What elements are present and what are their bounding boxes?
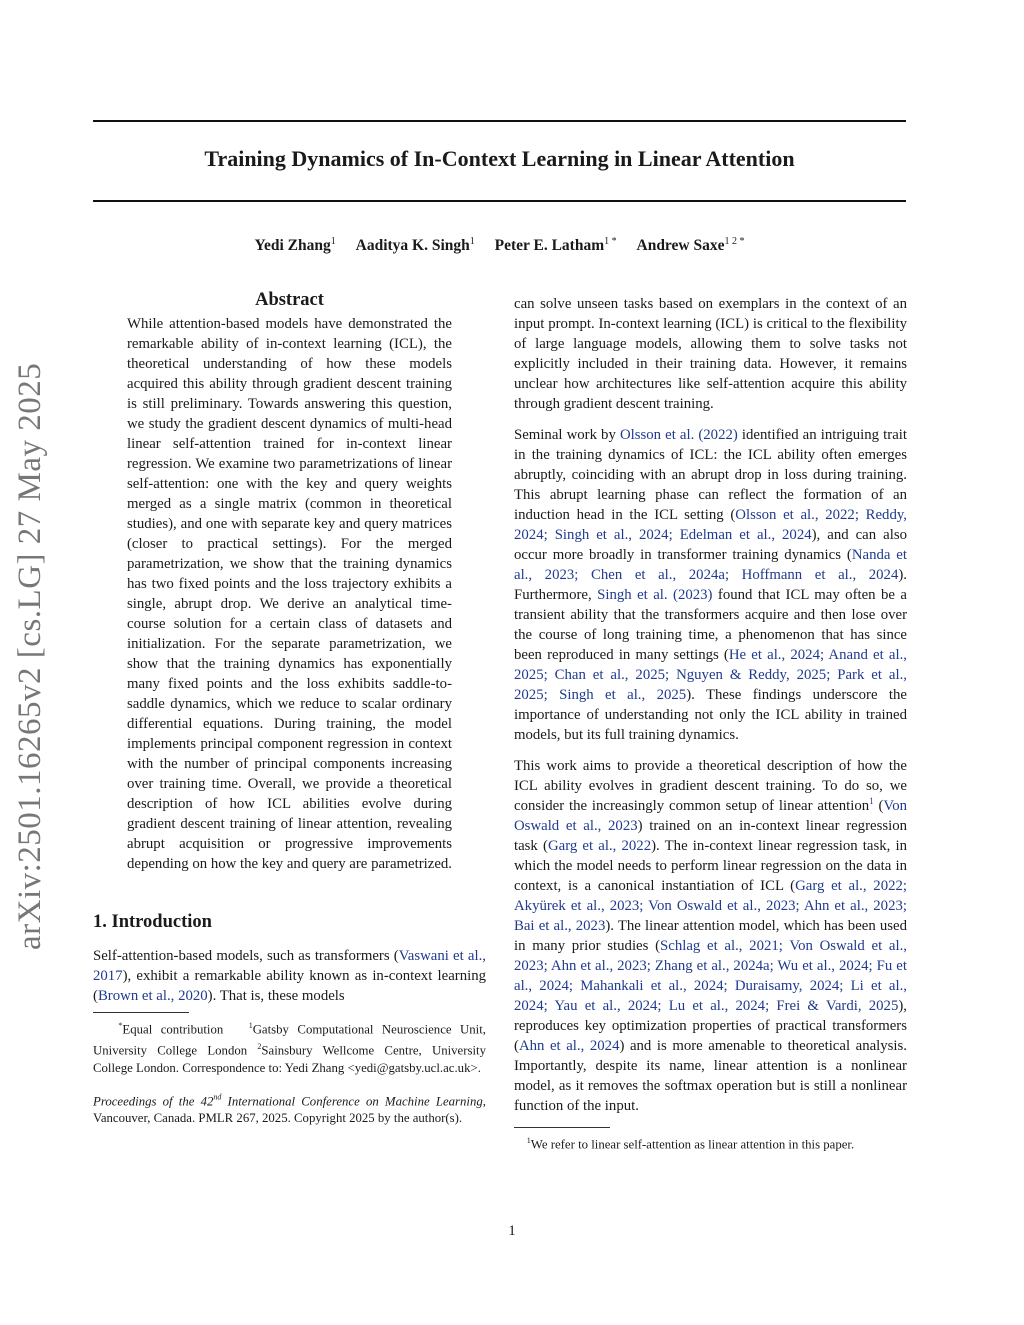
citation-link[interactable]: He et al., 2024; Anand et al., 2025; Chan et al., 2025; Nguyen & Reddy, 2025; Park et al., 2025; Singh et al., 2025 bbox=[514, 647, 907, 703]
citation-link[interactable]: Garg et al., 2022; Akyürek et al., 2023; Von Oswald et al., 2023; Ahn et al., 2023; Bai et al., 2023 bbox=[514, 878, 907, 934]
intro-paragraph-1-continued: can solve unseen tasks based on exemplars in the context of an input prompt. In-context learning (ICL) is critical to the flexibility of large language models, allowing them to solve tasks not explicitly included in their training data. However, it remains unclear how architectures like self-attention acquire this ability through gradient descent training. bbox=[514, 296, 907, 412]
author-list bbox=[93, 236, 906, 255]
citation-link[interactable]: Vaswani et al., 2017 bbox=[93, 948, 486, 984]
title-rule-bottom bbox=[93, 200, 906, 202]
author: Peter E. Latham$^{1 *}$ bbox=[494, 236, 617, 255]
intro-paragraph-3: This work aims to provide a theoretical description of how the ICL ability evolves in gradient descent training. To do so, we consider the increasingly common setup of linear attention$^1$ (Von Oswald et al., 2023) trained on an in-context linear regression task (Garg et al., 2022). The in-context linear regression task, in which the model needs to perform linear regression on the data in context, is a canonical instantiation of ICL (Garg et al., 2022; Akyürek et al., 2023; Von Oswald et al., 2023; Ahn et al., 2023; Bai et al., 2023). The linear attention model, which has been used in many prior studies (Schlag et al., 2021; Von Oswald et al., 2023; Ahn et al., 2023; Zhang et al., 2024a; Wu et al., 2024; Fu et al., 2024; Mahankali et al., 2024; Duraisamy, 2024; Li et al., 2024; Yau et al., 2024; Lu et al., 2024; Frei & Vardi, 2025), reproduces key optimization properties of practical transformers (Ahn et al., 2024) and is more amenable to theoretical analysis. Importantly, despite its name, linear attention is a nonlinear model, as it removes the softmax operation but is still a nonlinear function of the input. bbox=[514, 758, 908, 1114]
abstract-text: While attention-based models have demonstrated the remarkable ability of in-context learning (ICL), the theoretical understanding of how these models acquired this ability through gradient descent training is still preliminary. Towards answering this question, we study the gradient descent dynamics of multi-head linear self-attention trained for in-context linear regression. We examine two parametrizations of linear self-attention: one with the key and query weights merged as a single matrix (common in theoretical studies), and one with separate key and query matrices (closer to practical settings). For the merged parametrization, we show that the training dynamics has two fixed points and the loss trajectory exhibits a single, abrupt drop. We derive an analytical time-course solution for a certain class of datasets and initialization. For the separate parametrization, we show that the training dynamics has exponentially many fixed points and the loss exhibits saddle-to-saddle dynamics, which we reduce to scalar ordinary differential equations. During training, the model implements principal component regression in context with the number of principal components increasing over training time. Overall, we provide a theoretical description of how ICL abilities evolve during gradient descent training of linear attention, revealing abrupt acquisition or progressive improvements depending on how the key and query are parametrized. bbox=[127, 316, 452, 872]
title-rule-top bbox=[93, 120, 906, 122]
footnote-marker[interactable]: 1 bbox=[869, 796, 874, 807]
citation-link[interactable]: Brown et al., 2020 bbox=[97, 988, 208, 1004]
author: Aaditya K. Singh$^1$ bbox=[355, 236, 475, 255]
citation-link[interactable]: Garg et al., 2022 bbox=[547, 838, 652, 854]
author: Andrew Saxe$^{1 2 *}$ bbox=[636, 236, 745, 255]
proceedings-note: Proceedings of the 42nd International Conference on Machine Learning, Vancouver, Canada. PMLR 267, 2025. Copyright 2025 by the author(s). bbox=[93, 1092, 486, 1125]
author: Yedi Zhang$^1$ bbox=[254, 236, 336, 255]
section-heading-introduction: 1. Introduction bbox=[93, 912, 212, 932]
right-column bbox=[514, 294, 907, 1153]
affiliation-footnote: *Equal contribution $^1$Gatsby Computational Neuroscience Unit, University College London $^2$Sainsbury Wellcome Centre, University College London. Correspondence to: Yedi Zhang <yedi@gatsby.ucl.ac.uk>. bbox=[93, 1021, 486, 1075]
citation-link[interactable]: Nanda et al., 2023; Chen et al., 2024a; Hoffmann et al., 2024 bbox=[514, 547, 907, 583]
footnote-rule bbox=[93, 1012, 189, 1013]
page-number: 1 bbox=[508, 1223, 516, 1239]
citation-link[interactable]: Von Oswald et al., 2023 bbox=[514, 798, 907, 834]
citation-link[interactable]: Ahn et al., 2024 bbox=[518, 1038, 620, 1054]
citation-link[interactable]: Singh et al. (2023) bbox=[597, 587, 713, 603]
citation-link[interactable]: Olsson et al. (2022) bbox=[619, 427, 738, 443]
footnote-rule bbox=[514, 1127, 610, 1128]
paper-title: Training Dynamics of In-Context Learning in Linear Attention bbox=[204, 146, 795, 171]
citation-link[interactable]: Schlag et al., 2021; Von Oswald et al., 2023; Ahn et al., 2023; Zhang et al., 2024a; Wu et al., 2024; Fu et al., 2024; Mahankali et al., 2024; Duraisamy, 2024; Li et al., 2024; Yau et al., 2024; Lu et al., 2024; Frei & Vardi, 2025 bbox=[514, 938, 907, 1014]
abstract-heading: Abstract bbox=[255, 290, 324, 310]
intro-paragraph-1: Self-attention-based models, such as transformers (Vaswani et al., 2017), exhibit a remarkable ability known as in-context learning (Brown et al., 2020). That is, these models bbox=[93, 948, 486, 1004]
intro-paragraph-2: Seminal work by Olsson et al. (2022) identified an intriguing trait in the training dynamics of ICL: the ICL ability often emerges abruptly, coinciding with an abrupt drop in loss during training. This abrupt learning phase can reflect the formation of an induction head in the ICL setting (Olsson et al., 2022; Reddy, 2024; Singh et al., 2024; Edelman et al., 2024), and can also occur more broadly in transformer training dynamics (Nanda et al., 2023; Chen et al., 2024a; Hoffmann et al., 2024). Furthermore, Singh et al. (2023) found that ICL may often be a transient ability that the transformers acquire and then lose over the course of long training time, a phenomenon that has since been reproduced in many settings (He et al., 2024; Anand et al., 2025; Chan et al., 2025; Nguyen & Reddy, 2025; Park et al., 2025; Singh et al., 2025). These findings underscore the importance of understanding not only the ICL ability in trained models, but its full training dynamics. bbox=[514, 427, 907, 743]
citation-link[interactable]: Olsson et al., 2022; Reddy, 2024; Singh et al., 2024; Edelman et al., 2024 bbox=[514, 507, 907, 543]
arxiv-identifier-stamp: arXiv:2501.16265v2 [cs.LG] 27 May 2025 bbox=[12, 362, 48, 950]
footnote-1: $^1$We refer to linear self-attention as linear attention in this paper. bbox=[526, 1136, 855, 1152]
left-column bbox=[93, 290, 486, 1127]
